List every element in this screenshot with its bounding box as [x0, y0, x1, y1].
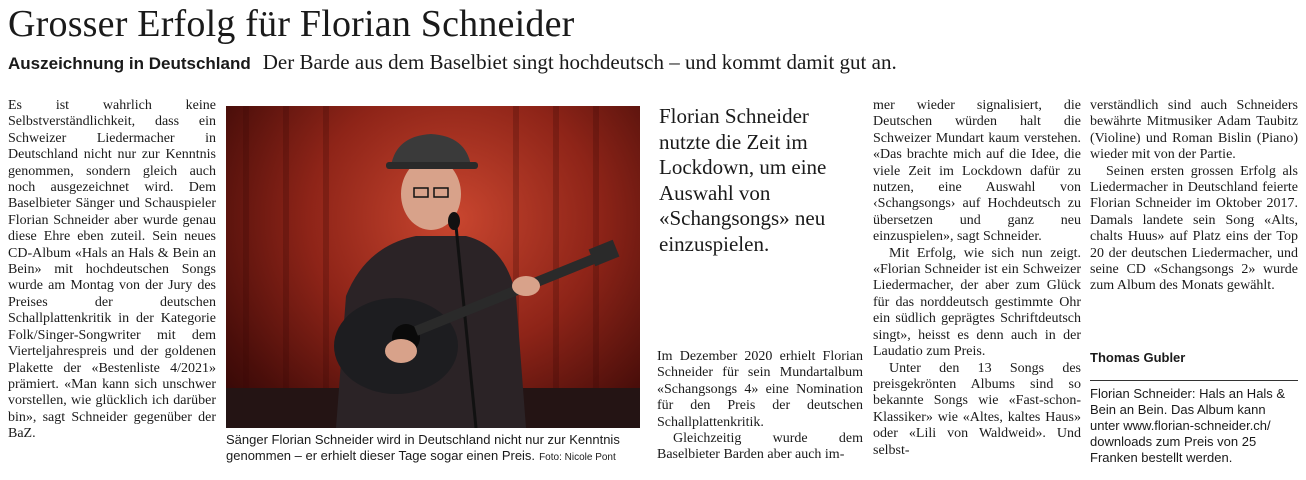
photo-caption [226, 432, 640, 466]
headline: Grosser Erfolg für Florian Schneider [8, 3, 575, 45]
paragraph: Unter den 13 Songs des preisgekrönten Albums sind so bekannte Songs wie «Fast-schon-Klassiker» wie «Altes, kaltes Haus» oder «Lili von Waldweid». Und selbst- [873, 360, 1081, 458]
column-4 [873, 98, 1081, 459]
column-3 [657, 349, 863, 464]
paragraph: Es ist wahrlich keine Selbstverständlichkeit, dass ein Schweizer Liedermacher in Deutschland nicht nur zur Kenntnis genommen, sondern gleich auch noch ausgezeichnet wird. Dem Baselbieter Sänger und Schauspieler Florian Schneider aber wurde genau diese Ehre eben zuteil. Sein neues CD-Album «Hals an Hals & Bein an Bein» mit hochdeutschen Songs wurde am Montag von der Jury des Preises der deutschen Schallplattenkritik in der Kategorie Folk/Singer-Songwriter mit dem Vierteljahrespreis und der goldenen Plakette der «Bestenliste 4/2021» prämiert. «Man kann sich unschwer vorstellen, wie glücklich ich darüber bin», sagt Schneider gegenüber der BaZ. [8, 98, 216, 442]
kicker: Auszeichnung in Deutschland [8, 54, 251, 73]
caption-text: Sänger Florian Schneider wird in Deutschland nicht nur zur Kenntnis genommen – er erhielt dieser Tage sogar einen Preis. [226, 432, 620, 463]
lead: Der Barde aus dem Baselbiet singt hochdeutsch – und kommt damit gut an. [262, 50, 897, 74]
singer-photo [226, 106, 640, 428]
paragraph: Seinen ersten grossen Erfolg als Liedermacher in Deutschland feierte Florian Schneider im Oktober 2017. Damals landete sein Song «Alts, chalts Huus» auf Platz eins der Top 20 der deutschen Liedermacher, und seine CD «Schangsongs 2» wurde zum Album des Monats gewählt. [1090, 163, 1298, 294]
paragraph: Mit Erfolg, wie sich nun zeigt. «Florian Schneider ist ein Schweizer Liedermacher, der aber zum Glück für das norddeutsch gestimmte Ohr ein südlich geprägtes Schriftdeutsch singt», heisst es denn auch in der Laudatio zum Preis. [873, 245, 1081, 360]
guitarist-illustration [226, 106, 640, 428]
paragraph: verständlich sind auch Schneiders bewährte Mitmusiker Adam Taubitz (Violine) und Roman Bislin (Piano) wieder mit von der Partie. [1090, 98, 1298, 163]
photo-credit: Foto: Nicole Pont [539, 452, 616, 463]
paragraph: mer wieder signalisiert, die Deutschen würden halt die Schweizer Mundart kaum verstehen. «Das brachte mich auf die Idee, die viele Zeit im Lockdown dafür zu nutzen, eine Auswahl von ‹Schangsongs› auf Hochdeutsch zu übersetzen und ganz neu einzuspielen», sagt Schneider. [873, 98, 1081, 245]
album-info-box: Florian Schneider: Hals an Hals & Bein an Bein. Das Album kann unter www.florian-schneider.ch/ downloads zum Preis von 25 Franken bestellt werden. [1090, 380, 1298, 466]
column-5 [1090, 98, 1298, 295]
author-byline: Thomas Gubler [1090, 350, 1186, 365]
pull-quote: Florian Schneider nutzte die Zeit im Lockdown, um eine Auswahl von «Schangsongs» neu einzuspielen. [659, 104, 827, 256]
paragraph: Gleichzeitig wurde dem Baselbieter Barden aber auch im- [657, 431, 863, 463]
column-1 [8, 98, 216, 443]
subline [8, 50, 897, 77]
paragraph: Im Dezember 2020 erhielt Florian Schneider für sein Mundartalbum «Schangsongs 4» eine Nomination für den Preis der deutschen Schallplattenkritik. [657, 349, 863, 430]
